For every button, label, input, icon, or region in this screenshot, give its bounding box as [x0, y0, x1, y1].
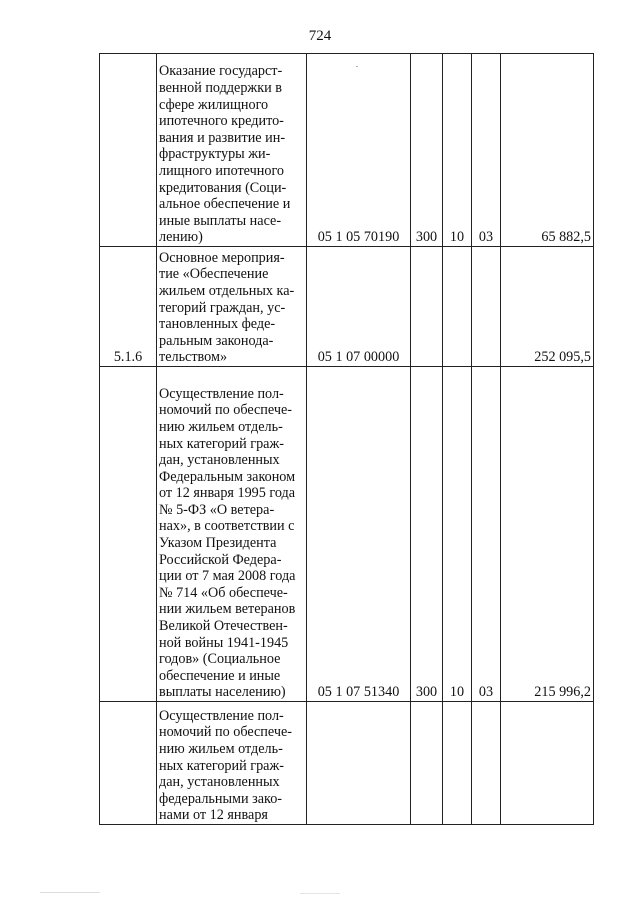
row-number: 5.1.6	[100, 247, 157, 367]
row-expense-type: 300	[411, 367, 443, 702]
row-target-code: 05 1 07 00000	[307, 247, 411, 367]
table-row	[100, 54, 594, 247]
row-name: Осуществление пол- номочий по обеспече- нию жильем отдель- ных категорий граж- дан, установленных Федеральным законом от 12 января 1995 года № 5-ФЗ «О ветера- нах», в соответствии с Указом Президента Российской Федера- ции от 7 мая 2008 года № 714 «Об обеспече- нии жильем ветеранов Великой Отечествен- ной войны 1941-1945 годов» (Социальное обеспечение и иные выплаты населению)	[157, 367, 307, 702]
row-target-code: 05 1 05 70190	[307, 54, 411, 247]
row-target-code	[307, 702, 411, 825]
row-number	[100, 367, 157, 702]
row-amount	[501, 702, 594, 825]
row-amount: 215 996,2	[501, 367, 594, 702]
row-number	[100, 702, 157, 825]
row-subsection: 03	[472, 54, 501, 247]
row-name: Оказание государст- венной поддержки в сфере жилищного ипотечного кредито- вания и развитие ин- фраструктуры жи- лищного ипотечного кредитования (Соци- альное обеспечение и иные выплаты насе- лению)	[157, 54, 307, 247]
row-expense-type: 300	[411, 54, 443, 247]
row-target-code: 05 1 07 51340	[307, 367, 411, 702]
row-expense-type	[411, 247, 443, 367]
scan-speck	[40, 892, 100, 893]
table-row	[100, 702, 594, 825]
row-subsection	[472, 247, 501, 367]
row-section: 10	[443, 54, 472, 247]
row-amount: 252 095,5	[501, 247, 594, 367]
budget-table	[99, 53, 594, 825]
row-section	[443, 247, 472, 367]
page-number: 724	[308, 28, 332, 44]
row-expense-type	[411, 702, 443, 825]
table-row	[100, 247, 594, 367]
row-number	[100, 54, 157, 247]
row-name: Основное мероприя- тие «Обеспечение жильем отдельных ка- тегорий граждан, ус- тановленных федe- ральным законода- тельством»	[157, 247, 307, 367]
row-subsection	[472, 702, 501, 825]
row-section	[443, 702, 472, 825]
row-subsection: 03	[472, 367, 501, 702]
scan-speck	[356, 66, 358, 67]
row-amount: 65 882,5	[501, 54, 594, 247]
table-row	[100, 367, 594, 702]
scan-speck	[300, 893, 340, 894]
row-section: 10	[443, 367, 472, 702]
row-name: Осуществление пол- номочий по обеспече- нию жильем отдель- ных категорий граж- дан, установленных федеральными зако- нами от 12 января	[157, 702, 307, 825]
